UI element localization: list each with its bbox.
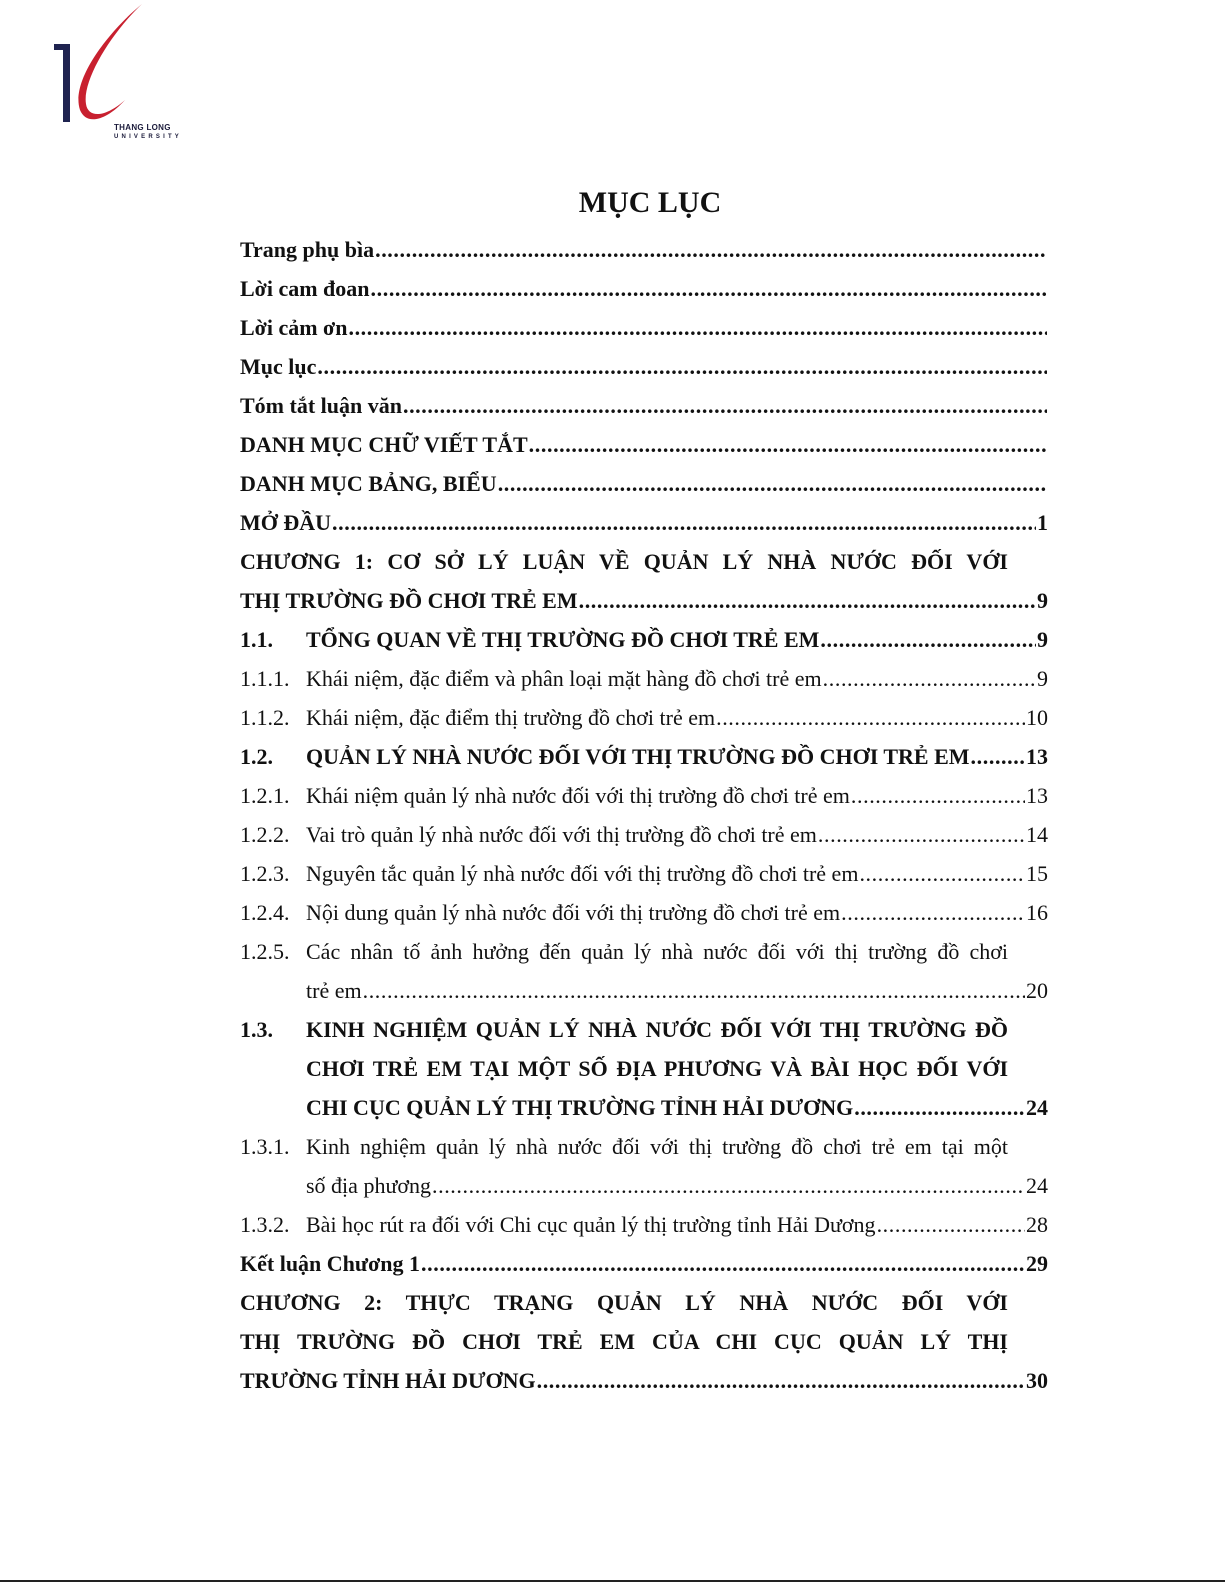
toc-entry[interactable] — [240, 1088, 1048, 1127]
toc-entry-title: TỔNG QUAN VỀ THỊ TRƯỜNG ĐỒ CHƠI TRẺ EM — [306, 627, 820, 652]
toc-entry-title: Tóm tắt luận văn — [240, 393, 402, 418]
toc-entry[interactable] — [240, 776, 1048, 815]
toc-entry-title: Kinh nghiệm quản lý nhà nước đối với thị trường đồ chơi trẻ em tại một — [306, 1134, 1008, 1159]
toc-entry-number: 1.2.2. — [240, 822, 290, 847]
toc-entry-title: Vai trò quản lý nhà nước đối với thị trường đồ chơi trẻ em — [306, 822, 817, 847]
toc-entry-title: Khái niệm, đặc điểm thị trường đồ chơi trẻ em — [306, 705, 716, 730]
toc-entry-title: CHI CỤC QUẢN LÝ THỊ TRƯỜNG TỈNH HẢI DƯƠNG — [306, 1095, 854, 1120]
toc-dot-leader — [823, 659, 1036, 698]
toc-entry[interactable] — [240, 503, 1048, 542]
toc-entry-title: trẻ em — [306, 978, 362, 1003]
toc-entry-title: Bài học rút ra đối với Chi cục quản lý thị trường tỉnh Hải Dương — [306, 1212, 876, 1237]
toc-dot-leader — [332, 503, 1036, 542]
toc-entry-title: Trang phụ bìa — [240, 237, 375, 262]
toc-dot-leader — [363, 971, 1025, 1010]
toc-entry-title: CHƯƠNG 1: CƠ SỞ LÝ LUẬN VỀ QUẢN LÝ NHÀ NƯỚC ĐỐI VỚI — [240, 549, 1008, 574]
toc-dot-leader — [421, 1244, 1025, 1283]
toc-dot-leader — [716, 698, 1025, 737]
toc-entry-number: 1.2.4. — [240, 900, 290, 925]
toc-entry[interactable] — [240, 698, 1048, 737]
toc-entry-number: 1.3. — [240, 1017, 273, 1042]
logo-name-line1: THANG LONG — [114, 123, 171, 132]
toc-entry-number: 1.2.5. — [240, 939, 290, 964]
toc-entry[interactable] — [240, 386, 1048, 425]
toc-page-number: 1 — [1037, 510, 1048, 535]
toc-entry[interactable] — [240, 1283, 1048, 1322]
toc-entry[interactable] — [240, 1166, 1048, 1205]
toc-page-number: 30 — [1026, 1368, 1048, 1393]
toc-page-number: 10 — [1026, 705, 1048, 730]
toc-entry[interactable] — [240, 1244, 1048, 1283]
toc-entry-title: DANH MỤC CHỮ VIẾT TẮT — [240, 432, 528, 457]
toc-entry-title: Lời cảm ơn — [240, 315, 348, 340]
toc-entry-title: DANH MỤC BẢNG, BIỂU — [240, 471, 497, 496]
toc-dot-leader — [371, 269, 1047, 308]
toc-page-number: 16 — [1026, 900, 1048, 925]
toc-entry[interactable] — [240, 737, 1048, 776]
toc-entry[interactable] — [240, 854, 1048, 893]
toc-entry-title: THỊ TRƯỜNG ĐỒ CHƠI TRẺ EM — [240, 588, 578, 613]
toc-dot-leader — [841, 893, 1025, 932]
toc-entry-title: QUẢN LÝ NHÀ NƯỚC ĐỐI VỚI THỊ TRƯỜNG ĐỒ CHƠI TRẺ EM — [306, 744, 970, 769]
logo-name-line2: UNIVERSITY — [114, 134, 183, 140]
toc-entry-title: Lời cam đoan — [240, 276, 370, 301]
toc-dot-leader — [529, 425, 1047, 464]
toc-dot-leader — [877, 1205, 1025, 1244]
toc-page-number: 24 — [1026, 1173, 1048, 1198]
toc-entry-title: TRƯỜNG TỈNH HẢI DƯƠNG — [240, 1368, 536, 1393]
toc-entry[interactable] — [240, 308, 1048, 347]
logo-mark-icon — [50, 0, 160, 130]
toc-dot-leader — [432, 1166, 1025, 1205]
toc-entry[interactable] — [240, 1010, 1048, 1049]
toc-entry-number: 1.3.2. — [240, 1212, 290, 1237]
toc-entry-number: 1.1.2. — [240, 705, 290, 730]
toc-page-number: 28 — [1026, 1212, 1048, 1237]
toc-page-number: 20 — [1026, 978, 1048, 1003]
toc-entry-title: Nội dung quản lý nhà nước đối với thị trường đồ chơi trẻ em — [306, 900, 841, 925]
toc-dot-leader — [820, 620, 1036, 659]
toc-dot-leader — [859, 854, 1025, 893]
toc-entry[interactable] — [240, 269, 1048, 308]
toc-entry-title: Khái niệm, đặc điểm và phân loại mặt hàng đồ chơi trẻ em — [306, 666, 822, 691]
toc-entry[interactable] — [240, 893, 1048, 932]
toc-entry[interactable] — [240, 230, 1048, 269]
toc-entry-number: 1.2.3. — [240, 861, 290, 886]
toc-entry-number: 1.2. — [240, 744, 273, 769]
toc-entry-title: CHƠI TRẺ EM TẠI MỘT SỐ ĐỊA PHƯƠNG VÀ BÀI HỌC ĐỐI VỚI — [306, 1056, 1008, 1081]
toc-dot-leader — [537, 1361, 1025, 1400]
toc-dot-leader — [375, 230, 1047, 269]
toc-entry-number: 1.1. — [240, 627, 273, 652]
toc-entry[interactable] — [240, 815, 1048, 854]
toc-entry[interactable] — [240, 659, 1048, 698]
toc-entry-title: số địa phương — [306, 1173, 431, 1198]
toc-entry[interactable] — [240, 1049, 1048, 1088]
toc-entry[interactable] — [240, 542, 1048, 581]
toc-page-number: 9 — [1037, 588, 1048, 613]
toc-page-number: 15 — [1026, 861, 1048, 886]
toc-entry-title: Khái niệm quản lý nhà nước đối với thị trường đồ chơi trẻ em — [306, 783, 850, 808]
toc-dot-leader — [403, 386, 1047, 425]
toc-entry[interactable] — [240, 1127, 1048, 1166]
toc-page-number: 13 — [1026, 744, 1048, 769]
toc-entry[interactable] — [240, 620, 1048, 659]
table-of-contents — [240, 230, 1048, 1400]
toc-page-number: 29 — [1026, 1251, 1048, 1276]
toc-entry[interactable] — [240, 1322, 1048, 1361]
toc-entry[interactable] — [240, 971, 1048, 1010]
toc-page-number: 9 — [1037, 627, 1048, 652]
toc-entry[interactable] — [240, 1205, 1048, 1244]
toc-dot-leader — [854, 1088, 1025, 1127]
toc-page-number: 13 — [1026, 783, 1048, 808]
toc-entry-title: Các nhân tố ảnh hưởng đến quản lý nhà nước đối với thị trường đồ chơi — [306, 939, 1008, 964]
toc-dot-leader — [498, 464, 1047, 503]
toc-dot-leader — [818, 815, 1025, 854]
toc-dot-leader — [851, 776, 1025, 815]
toc-entry[interactable] — [240, 581, 1048, 620]
page-title: MỤC LỤC — [578, 186, 722, 219]
toc-entry-title: KINH NGHIỆM QUẢN LÝ NHÀ NƯỚC ĐỐI VỚI THỊ TRƯỜNG ĐỒ — [306, 1017, 1008, 1042]
toc-dot-leader — [348, 308, 1047, 347]
toc-dot-leader — [579, 581, 1036, 620]
toc-entry-number: 1.2.1. — [240, 783, 290, 808]
toc-entry[interactable] — [240, 932, 1048, 971]
toc-entry-title: THỊ TRƯỜNG ĐỒ CHƠI TRẺ EM CỦA CHI CỤC QUẢN LÝ THỊ — [240, 1329, 1008, 1354]
bottom-divider — [0, 1580, 1225, 1582]
toc-entry[interactable] — [240, 464, 1048, 503]
toc-dot-leader — [317, 347, 1047, 386]
toc-dot-leader — [971, 737, 1025, 776]
toc-entry-title: Mục lục — [240, 354, 317, 379]
toc-entry[interactable] — [240, 1361, 1048, 1400]
toc-entry-title: CHƯƠNG 2: THỰC TRẠNG QUẢN LÝ NHÀ NƯỚC ĐỐI VỚI — [240, 1290, 1008, 1315]
toc-entry-number: 1.3.1. — [240, 1134, 290, 1159]
university-logo — [50, 0, 183, 150]
toc-entry-title: MỞ ĐẦU — [240, 510, 332, 535]
toc-entry[interactable] — [240, 425, 1048, 464]
toc-page-number: 14 — [1026, 822, 1048, 847]
toc-entry[interactable] — [240, 347, 1048, 386]
toc-entry-title: Kết luận Chương 1 — [240, 1251, 421, 1276]
toc-page-number: 24 — [1026, 1095, 1048, 1120]
toc-entry-title: Nguyên tắc quản lý nhà nước đối với thị trường đồ chơi trẻ em — [306, 861, 859, 886]
toc-page-number: 9 — [1037, 666, 1048, 691]
toc-entry-number: 1.1.1. — [240, 666, 290, 691]
